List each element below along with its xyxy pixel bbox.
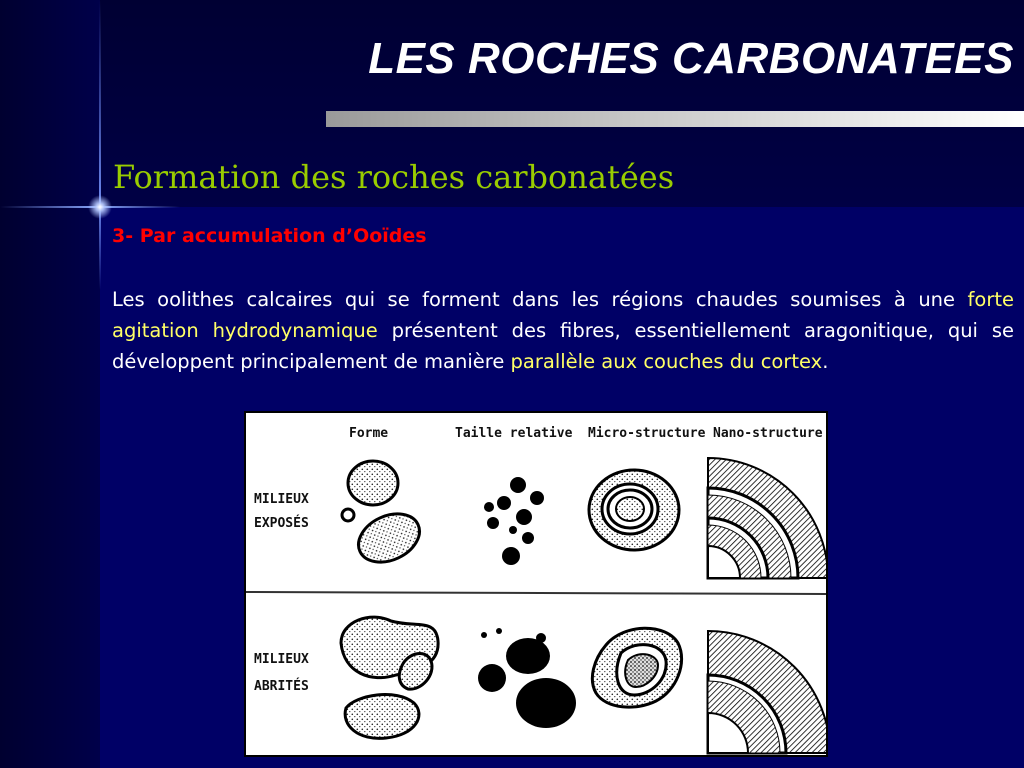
column-header-micro: Micro-structure xyxy=(588,426,706,441)
forme-sheltered xyxy=(341,617,438,738)
micro-exposed xyxy=(589,470,679,550)
ooid-diagram xyxy=(246,413,826,755)
highlight-parallel: parallèle aux couches du cortex xyxy=(510,350,823,373)
body-paragraph xyxy=(112,284,1014,377)
row-divider xyxy=(246,592,826,594)
row-label-abrites-2: ABRITÉS xyxy=(254,679,309,694)
column-header-nano: Nano-structure xyxy=(713,426,823,441)
taille-exposed xyxy=(484,477,544,565)
row-label-exposes-1: MILIEUX xyxy=(254,492,309,507)
body-text-part: . xyxy=(822,350,829,373)
body-text-part: Les oolithes calcaires qui se forment dans les régions chaudes soumises à une xyxy=(112,288,968,311)
ooid-figure xyxy=(244,411,828,757)
row-label-abrites-1: MILIEUX xyxy=(254,652,309,667)
body-text-part: présentent des fibres, essentiellement aragonitique, qui se développent principalement de manière xyxy=(112,319,1015,373)
column-header-taille: Taille relative xyxy=(455,426,573,441)
nano-sheltered xyxy=(708,631,826,753)
micro-sheltered xyxy=(592,628,681,707)
title-gradient-bar xyxy=(326,111,1024,127)
left-band xyxy=(0,0,100,768)
highlight-agitation: forte agitation hydrodynamique xyxy=(112,288,1014,342)
row-label-exposes-2: EXPOSÉS xyxy=(254,516,309,531)
column-header-forme: Forme xyxy=(349,426,389,441)
taille-sheltered xyxy=(478,628,576,728)
slide-title: LES ROCHES CARBONATEES xyxy=(368,34,1014,83)
nano-exposed xyxy=(708,458,826,578)
section-heading: 3- Par accumulation d’Ooïdes xyxy=(112,225,427,247)
vertical-accent-line xyxy=(99,0,101,290)
slide-subtitle: Formation des roches carbonatées xyxy=(113,158,675,196)
forme-exposed xyxy=(342,461,427,571)
sparkle-icon xyxy=(88,195,112,219)
